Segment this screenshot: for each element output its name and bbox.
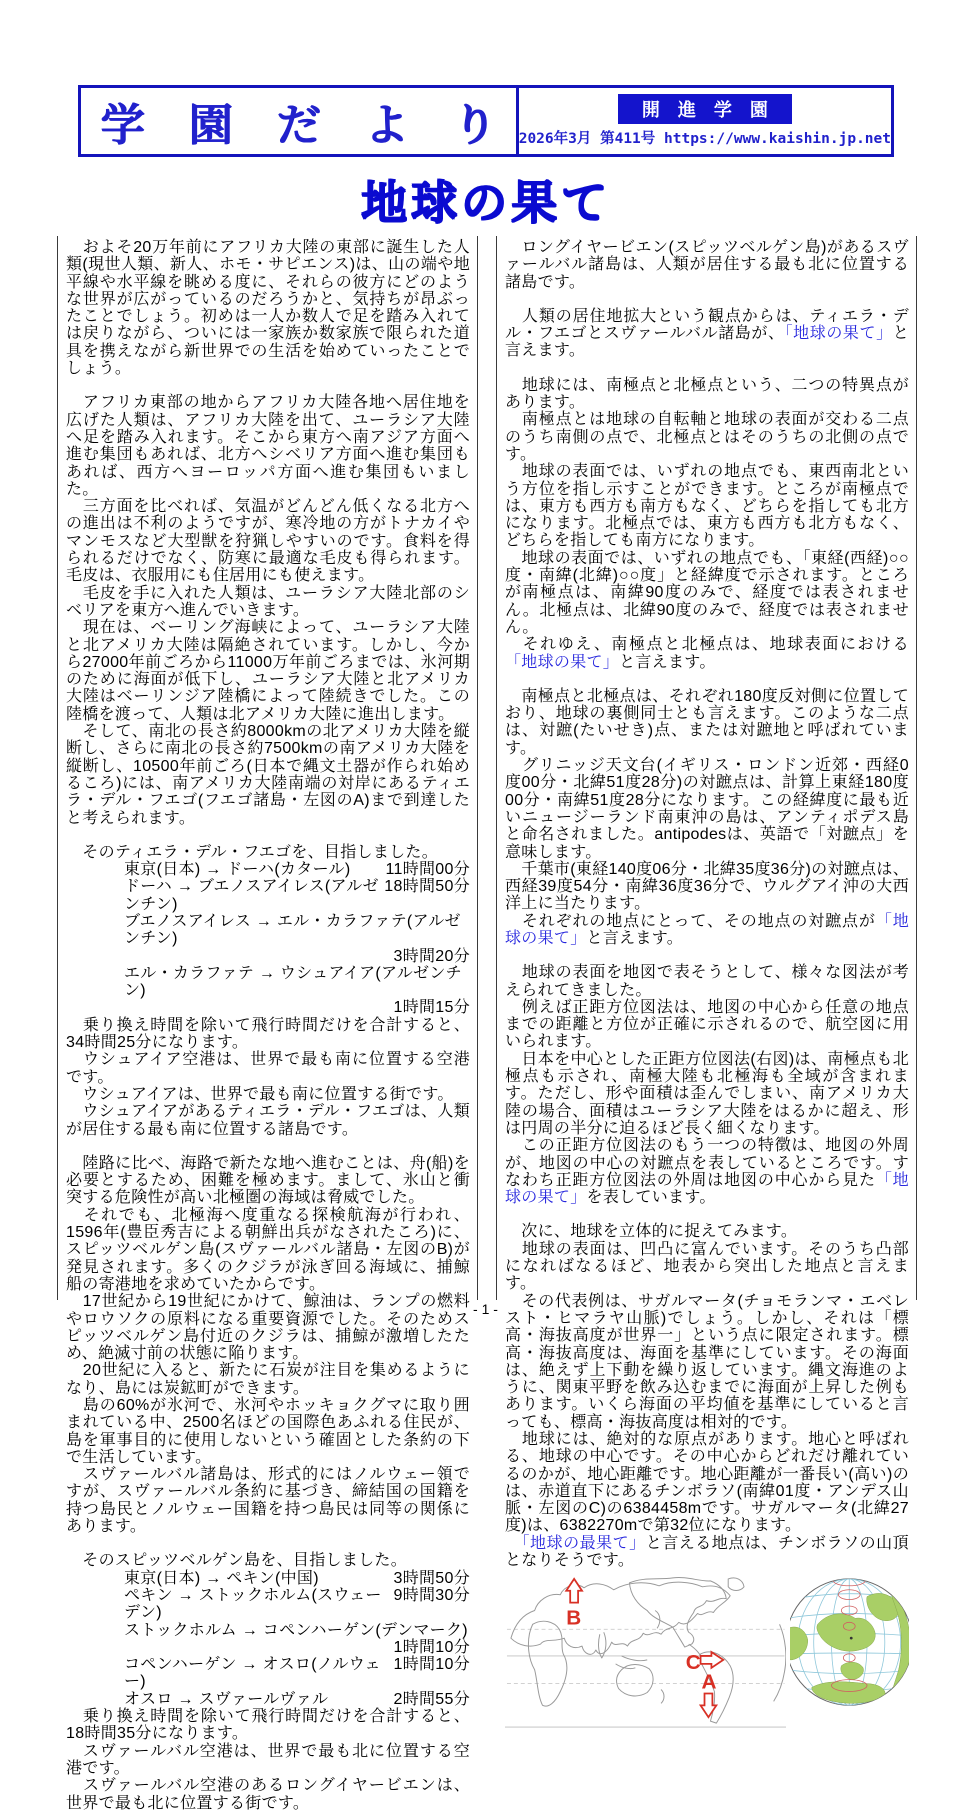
- paragraph: アフリカ東部の地からアフリカ大陸各地へ居住地を広げた人類は、アフリカ大陸を出て、ユーラシア大陸へ足を踏み入れます。そこから東方へ南アジア方面へ進む集団もあれば、北方へシベリア方面へ進む集団もあれば、西方へヨーロッパ方面へ進む集団もいました。: [66, 394, 470, 498]
- map-label-a: A: [701, 1670, 717, 1694]
- flight-time: 18時間50分: [384, 878, 470, 896]
- route: ストックホルム → コペンハーゲン(デンマーク): [124, 1621, 468, 1639]
- flight-itinerary-north: [66, 1570, 470, 1708]
- map-label-b: B: [566, 1606, 582, 1630]
- flight-itinerary-south: [66, 861, 470, 1017]
- paragraph: スヴァールバル諸島は、形式的にはノルウェー領ですが、スヴァールバル条約に基づき、締結国の国籍を持つ島民とノルウェー国籍を持つ島民は同等の関係にあります。: [66, 1466, 470, 1536]
- school-name-badge: 開 進 学 園: [618, 94, 792, 124]
- paragraph-gap: [66, 827, 470, 844]
- route: ブエノスアイレス → エル・カラファテ(アルゼンチン): [124, 912, 461, 948]
- paragraph: 地球には、絶対的な原点があります。地心と呼ばれる、地球の中心です。その中心からどれだけ離れているのかが、地心距離です。地心距離が一番長い(高い)のは、赤道直下にあるチンボラソ(南緯01度・アンデス山脈・左図のC)の6384458mです。サガルマータ(北緯27度)は、6382270mで第32位になります。: [505, 1431, 909, 1535]
- flight-time: 3時間50分: [393, 1569, 470, 1587]
- text-segment: 人類の居住地拡大という観点からは、ティエラ・デル・フエゴとスヴァールバル諸島が、: [505, 307, 909, 343]
- route: オスロ → スヴァールヴァル: [124, 1690, 329, 1708]
- paragraph-gap: [505, 291, 909, 308]
- paragraph: 南極点と北極点は、それぞれ180度反対側に位置しており、地球の裏側同士とも言えます。このような二点は、対蹠(たいせき)点、または対蹠地と呼ばれています。: [505, 687, 909, 757]
- route: 東京(日本) → ペキン(中国): [124, 1569, 319, 1587]
- paragraph-gap: [66, 1138, 470, 1155]
- itinerary-lead: そのティエラ・デル・フエゴを、目指しました。: [66, 843, 439, 861]
- paragraph: 千葉市(東経140度06分・北緯35度36分)の対蹠点は、西経39度54分・南緯36度36分で、ウルグアイ沖の大西洋上に当たります。: [505, 860, 909, 913]
- paragraph: ウシュアイア空港は、世界で最も南に位置する空港です。: [66, 1051, 470, 1086]
- itinerary-row: [66, 1622, 470, 1639]
- highlight-phrase: 「地球の果て」: [784, 325, 893, 343]
- highlight-phrase: 「地球の最果て」: [521, 1534, 646, 1552]
- paragraph: 地球の表面は、凹凸に富んでいます。そのうち凸部になればなるほど、地表から突出した地点と言えます。: [505, 1240, 909, 1293]
- paragraph-gap: [66, 1535, 470, 1552]
- itinerary-row: [66, 861, 470, 878]
- paragraph: その代表例は、サガルマータ(チョモランマ・エベレスト・ヒマラヤ山脈)でしょう。しかし、それは「標高・海抜高度が世界一」という点に限定されます。標高・海抜高度は、海面を基準にしています。その海面は、絶えず上下動を繰り返しています。縄文海進のように、関東平野を飲み込むまでに海面が上昇した例もあります。いくら海面の平均値を基準にしていると言っても、標高・海抜高度は相対的です。: [505, 1292, 909, 1431]
- text-segment: この正距方位図法のもう一つの特徴は、地図の外周が、地図の中心の対蹠点を表しているところです。すなわち正距方位図法の外周は地図の中心から見た: [505, 1137, 909, 1189]
- highlight-phrase: 「地球の果て」: [505, 653, 620, 671]
- route: コペンハーゲン → オスロ(ノルウェー): [124, 1656, 381, 1691]
- text-segment: [505, 1535, 522, 1552]
- paragraph: 例えば正距方位図法は、地図の中心から任意の地点までの距離と方位が正確に示されるので、航空図に用いられます。: [505, 998, 909, 1051]
- itinerary-row: [66, 1656, 470, 1691]
- paragraph: 南極点とは地球の自転軸と地球の表面が交わる二点のうち南側の点で、北極点とはそのうちの北側の点です。: [505, 411, 909, 463]
- paragraph: スヴァールバル空港は、世界で最も北に位置する空港です。: [66, 1742, 470, 1777]
- paragraph-gap: [66, 377, 470, 394]
- itinerary-row: [66, 1639, 470, 1656]
- paragraph: 三方面を比べれば、気温がどんどん低くなる北方への進出は不利のようですが、寒冷地の方がトナカイやマンモスなど大型獣を狩猟しやすいのです。食料を得られるだけでなく、防寒に最適な毛皮も得られます。毛皮は、衣服用にも住居用にも使えます。: [66, 498, 470, 585]
- masthead: [78, 85, 894, 157]
- article-body: [57, 236, 917, 1812]
- map-label-c: C: [685, 1651, 701, 1675]
- paragraph: それでも、北極海へ度重なる探検航海が行われ、1596年(豊臣秀吉による朝鮮出兵がなされたころ)に、スピッツベルゲン島(スヴァールバル諸島・左図のB)が発見されます。多くのクジラが泳ぎ回る海域に、捕鯨船の寄港地を求めていたからです。: [66, 1206, 470, 1293]
- right-column: [496, 236, 917, 1694]
- paragraph: 現在は、ベーリング海峡によって、ユーラシア大陸と北アメリカ大陸は隔絶されています。しかし、今から27000年前ごろから11000万年前ごろまでは、氷河期のために海面が低下し、ユーラシア大陸と北アメリカ大陸はベーリンジア陸橋によって陸続きでした。この陸橋を渡って、人類は北アメリカ大陸に進出します。: [66, 619, 470, 723]
- paragraph: そして、南北の長さ約8000kmの北アメリカ大陸を縦断し、さらに南北の長さ約7500kmの南アメリカ大陸を縦断し、10500年前ごろ(日本で縄文土器が作られ始めるころ)には、南アメリカ大陸南端の対岸にあるティエラ・デル・フエゴ(フエゴ諸島・左図のA)まで到達したと考えられます。: [66, 723, 470, 827]
- flight-time: 9時間30分: [393, 1586, 470, 1604]
- masthead-right: [519, 88, 891, 154]
- itinerary-row: [66, 878, 470, 913]
- paragraph: 乗り換え時間を除いて飛行時間だけを合計すると、34時間25分になります。: [66, 1016, 470, 1052]
- text-segment: を表しています。: [586, 1189, 716, 1207]
- paragraph: 陸路に比べ、海路で新たな地へ進むことは、舟(船)を必要とするため、困難を極めます。まして、氷山と衝突する危険性が高い北極圏の海域は脅威でした。: [66, 1154, 470, 1207]
- text-segment: と言える地点は、チンボラソの山頂となりそうです。: [505, 1534, 909, 1570]
- paragraph-gap: [505, 1206, 909, 1223]
- paragraph: [505, 913, 909, 948]
- paragraph-gap: [505, 360, 909, 377]
- paragraph: 次に、地球を立体的に捉えてみます。: [505, 1223, 798, 1241]
- paragraph: 20世紀に入ると、新たに石炭が注目を集めるようになり、島には炭鉱町ができます。: [66, 1362, 470, 1397]
- itinerary-row: [66, 1691, 470, 1708]
- route: 東京(日本) → ドーハ(カタール): [124, 861, 351, 879]
- itinerary-row: [66, 1570, 470, 1587]
- paragraph: ロングイヤービエン(スピッツベルゲン島)があるスヴァールバル諸島は、人類が居住する最も北に位置する諸島です。: [505, 239, 909, 291]
- page-number: - 1 -: [473, 1301, 498, 1317]
- paragraph-gap: [505, 947, 909, 964]
- text-segment: と言えます。: [619, 653, 716, 671]
- flight-time: 1時間15分: [393, 999, 470, 1017]
- text-segment: と言えます。: [505, 325, 909, 360]
- flight-time: 3時間20分: [393, 947, 470, 965]
- azimuthal-map-figure: [790, 1572, 909, 1722]
- itinerary-row: [66, 913, 470, 948]
- paragraph: ウシュアイアは、世界で最も南に位置する街です。: [66, 1085, 454, 1103]
- paragraph: グリニッジ天文台(イギリス・ロンドン近郊・西経0度00分・北緯51度28分)の対蹠点は、計算上東経180度00分・南緯51度28分になります。この経緯度に最も近いニュージーランド南東沖の島は、アンティポデス島と命名されました。antipodesは、英語で「対蹠点」を意味します。: [505, 757, 909, 861]
- paragraph: 地球の表面では、いずれの地点でも、「東経(西経)○○度・南緯(北緯)○○度」と経緯度で示されます。ところが南極点は、南緯90度のみで、経度では表されません。北極点は、北緯90度のみで、経度では表されません。: [505, 549, 909, 636]
- masthead-left: [81, 88, 519, 154]
- highlight-phrase: 「地球の果て」: [505, 912, 909, 947]
- text-segment: それゆえ、南極点と北極点は、地球表面における: [505, 636, 909, 654]
- issue-info: 2026年3月 第411号 https://www.kaishin.jp.net: [518, 131, 891, 147]
- route: ドーハ → ブエノスアイレス(アルゼンチン): [124, 878, 379, 913]
- text-segment: と言えます。: [586, 929, 684, 947]
- paragraph: スヴァールバル空港のあるロングイヤービエンは、世界で最も北に位置する街です。: [66, 1777, 470, 1812]
- paragraph: 乗り換え時間を除いて飛行時間だけを合計すると、18時間35分になります。: [66, 1708, 470, 1743]
- text-segment: それぞれの地点にとって、その地点の対蹠点が: [505, 912, 876, 930]
- figure-row: [505, 1572, 909, 1732]
- itinerary-row: [66, 999, 470, 1016]
- paragraph: 島の60%が氷河で、氷河やホッキョクグマに取り囲まれている中、2500名ほどの国際色あふれる住民が、島を軍事目的に使用しないという確固とした条約の下で生活しています。: [66, 1397, 470, 1466]
- flight-time: 1時間10分: [393, 1656, 470, 1674]
- paragraph: [505, 1535, 909, 1570]
- world-map-figure: [505, 1572, 786, 1732]
- newsletter-title: 学 園 だ よ り: [100, 101, 497, 150]
- flight-time: 1時間10分: [393, 1638, 470, 1656]
- paragraph-gap: [505, 671, 909, 688]
- paragraph: 地球の表面では、いずれの地点でも、東西南北という方位を指し示すことができます。ところが南極点では、東方も西方も南方もなく、どちらを指しても北方になります。北極点では、東方も西方も北方もなく、どちらを指しても南方になります。: [505, 463, 909, 550]
- route: ペキン → ストックホルム(スウェーデン): [124, 1586, 382, 1622]
- left-column: [57, 236, 478, 1812]
- paragraph: [505, 1137, 909, 1206]
- paragraph: [505, 636, 909, 671]
- itinerary-row: [66, 948, 470, 965]
- article-title: 地球の果て: [360, 176, 611, 228]
- paragraph: 地球には、南極点と北極点という、二つの特異点があります。: [505, 376, 909, 412]
- flight-time: 11時間00分: [385, 861, 470, 879]
- itinerary-row: [66, 965, 470, 1000]
- itinerary-lead: そのスピッツベルゲン島を、目指しました。: [66, 1552, 408, 1570]
- paragraph: およそ20万年前にアフリカ大陸の東部に誕生した人類(現世人類、新人、ホモ・サピエンス)は、山の端や地平線や水平線を眺める度に、それらの彼方にどのような世界が広がっているのだろうかと、気持ちが昂ぶったことでしょう。初めは一人か数人で足を踏み入れては戻りながら、ついには一家族か数家族で限られた道具を携えながら新世界での生活を始めていったことでしょう。: [66, 239, 470, 378]
- route: エル・カラファテ → ウシュアイア(アルゼンチン): [124, 964, 462, 1000]
- paragraph: [505, 308, 909, 360]
- itinerary-row: [66, 1587, 470, 1622]
- paragraph: 毛皮を手に入れた人類は、ユーラシア大陸北部のシベリアを東方へ進んでいきます。: [66, 584, 470, 619]
- flight-time: 2時間55分: [393, 1690, 470, 1708]
- highlight-phrase: 「地球の果て」: [505, 1171, 909, 1207]
- paragraph: 日本を中心とした正距方位図法(右図)は、南極点も北極点も示され、南極大陸も北極海も全域が含まれます。ただし、形や面積は歪んでしまい、南アメリカ大陸の場合、面積はユーラシア大陸をはるかに超え、形は円周の半分に迫るほど長く細くなります。: [505, 1050, 909, 1137]
- paragraph: 17世紀から19世紀にかけて、鯨油は、ランプの燃料やロウソクの原料になる重要資源でした。そのためスピッツベルゲン島付近のクジラは、捕鯨が激増したため、絶滅寸前の状態に陥ります。: [66, 1293, 470, 1363]
- paragraph: ウシュアイアがあるティエラ・デル・フエゴは、人類が居住する最も南に位置する諸島です。: [66, 1103, 470, 1138]
- paragraph: 地球の表面を地図で表そうとして、様々な図法が考えられてきました。: [505, 964, 909, 999]
